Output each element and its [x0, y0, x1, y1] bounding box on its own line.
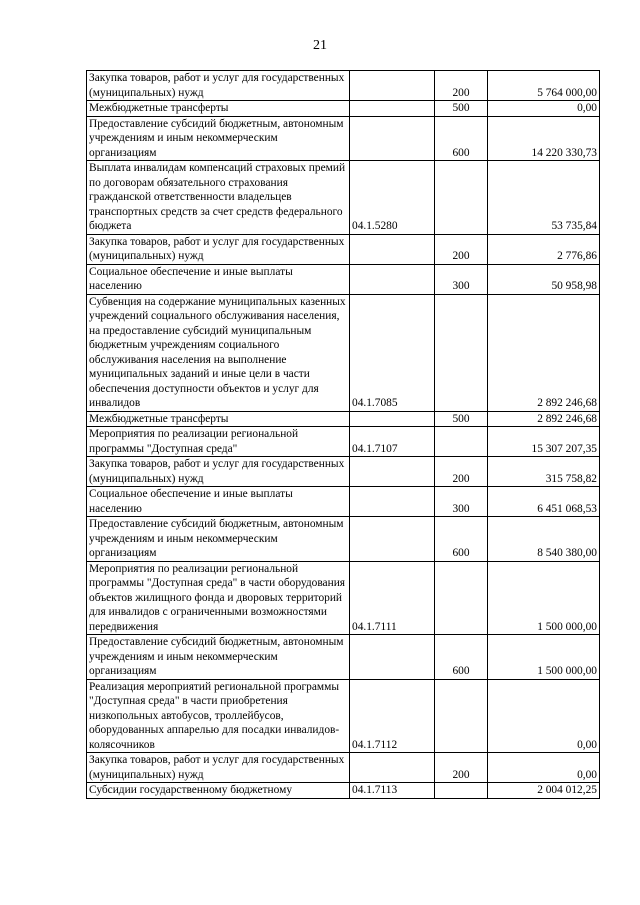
- row-sum-cell: 1 500 000,00: [488, 561, 600, 635]
- row-code-cell: [350, 234, 435, 264]
- row-sum-cell: 315 758,82: [488, 457, 600, 487]
- table-row: [87, 161, 600, 235]
- table-row: [87, 116, 600, 161]
- table-row: [87, 427, 600, 457]
- row-kvr-cell: 300: [435, 487, 488, 517]
- row-name-cell: Выплата инвалидам компенсаций страховых премий по договорам обязательного страхования гражданской ответственности владельцев транспортных средств за счет средств федерального бюджета: [87, 161, 350, 235]
- row-code-cell: [350, 116, 435, 161]
- table-row: [87, 635, 600, 680]
- row-kvr-cell: [435, 679, 488, 753]
- row-kvr-cell: [435, 783, 488, 799]
- row-kvr-cell: 600: [435, 635, 488, 680]
- table-row: [87, 294, 600, 411]
- row-name-cell: Мероприятия по реализации региональной программы "Доступная среда": [87, 427, 350, 457]
- table-row: [87, 234, 600, 264]
- row-sum-cell: 0,00: [488, 679, 600, 753]
- budget-table-body: [87, 71, 600, 799]
- row-kvr-cell: [435, 427, 488, 457]
- row-code-cell: [350, 517, 435, 562]
- row-sum-cell: 5 764 000,00: [488, 71, 600, 101]
- row-code-cell: [350, 264, 435, 294]
- row-sum-cell: 50 958,98: [488, 264, 600, 294]
- row-kvr-cell: 200: [435, 753, 488, 783]
- table-row: [87, 753, 600, 783]
- row-code-cell: [350, 457, 435, 487]
- row-sum-cell: 15 307 207,35: [488, 427, 600, 457]
- row-code-cell: [350, 753, 435, 783]
- row-kvr-cell: 200: [435, 234, 488, 264]
- row-code-cell: 04.1.5280: [350, 161, 435, 235]
- row-sum-cell: 6 451 068,53: [488, 487, 600, 517]
- table-row: [87, 411, 600, 427]
- row-code-cell: [350, 487, 435, 517]
- row-sum-cell: 8 540 380,00: [488, 517, 600, 562]
- row-kvr-cell: 300: [435, 264, 488, 294]
- row-kvr-cell: [435, 294, 488, 411]
- row-name-cell: Закупка товаров, работ и услуг для государственных (муниципальных) нужд: [87, 234, 350, 264]
- row-code-cell: 04.1.7112: [350, 679, 435, 753]
- table-row: [87, 71, 600, 101]
- row-kvr-cell: [435, 561, 488, 635]
- row-kvr-cell: [435, 161, 488, 235]
- row-name-cell: Закупка товаров, работ и услуг для государственных (муниципальных) нужд: [87, 753, 350, 783]
- row-sum-cell: 2 892 246,68: [488, 294, 600, 411]
- budget-table: [86, 70, 600, 799]
- row-code-cell: 04.1.7107: [350, 427, 435, 457]
- row-code-cell: [350, 635, 435, 680]
- row-name-cell: Социальное обеспечение и иные выплаты населению: [87, 264, 350, 294]
- row-code-cell: [350, 101, 435, 117]
- row-name-cell: Предоставление субсидий бюджетным, автономным учреждениям и иным некоммерческим организациям: [87, 635, 350, 680]
- row-sum-cell: 2 004 012,25: [488, 783, 600, 799]
- table-row: [87, 517, 600, 562]
- row-code-cell: 04.1.7113: [350, 783, 435, 799]
- table-row: [87, 264, 600, 294]
- row-name-cell: Субвенция на содержание муниципальных казенных учреждений социального обслуживания населения, на предоставление субсидий муниципальным бюджетным учреждениям социального обслуживания населения на выполнение муниципальных заданий и иные цели в части обеспечения доступности объектов и услуг для инвалидов: [87, 294, 350, 411]
- row-kvr-cell: 500: [435, 101, 488, 117]
- row-name-cell: Межбюджетные трансферты: [87, 411, 350, 427]
- row-name-cell: Социальное обеспечение и иные выплаты населению: [87, 487, 350, 517]
- row-kvr-cell: 200: [435, 457, 488, 487]
- row-sum-cell: 1 500 000,00: [488, 635, 600, 680]
- table-row: [87, 679, 600, 753]
- table-row: [87, 783, 600, 799]
- row-code-cell: 04.1.7111: [350, 561, 435, 635]
- page-number: 21: [313, 38, 327, 53]
- row-sum-cell: 53 735,84: [488, 161, 600, 235]
- row-sum-cell: 14 220 330,73: [488, 116, 600, 161]
- row-kvr-cell: 500: [435, 411, 488, 427]
- row-name-cell: Предоставление субсидий бюджетным, автономным учреждениям и иным некоммерческим организациям: [87, 116, 350, 161]
- row-name-cell: Закупка товаров, работ и услуг для государственных (муниципальных) нужд: [87, 71, 350, 101]
- row-name-cell: Мероприятия по реализации региональной программы "Доступная среда" в части оборудования объектов жилищного фонда и дворовых территорий для инвалидов с ограниченными возможностями передвижения: [87, 561, 350, 635]
- row-name-cell: Межбюджетные трансферты: [87, 101, 350, 117]
- row-kvr-cell: 600: [435, 517, 488, 562]
- row-code-cell: [350, 411, 435, 427]
- table-row: [87, 457, 600, 487]
- row-sum-cell: 2 776,86: [488, 234, 600, 264]
- table-row: [87, 101, 600, 117]
- table-row: [87, 487, 600, 517]
- row-sum-cell: 0,00: [488, 753, 600, 783]
- row-name-cell: Реализация мероприятий региональной программы "Доступная среда" в части приобретения низкопольных автобусов, троллейбусов, оборудованных аппарелью для посадки инвалидов-колясочников: [87, 679, 350, 753]
- row-kvr-cell: 600: [435, 116, 488, 161]
- row-kvr-cell: 200: [435, 71, 488, 101]
- row-name-cell: Предоставление субсидий бюджетным, автономным учреждениям и иным некоммерческим организациям: [87, 517, 350, 562]
- row-sum-cell: 2 892 246,68: [488, 411, 600, 427]
- table-row: [87, 561, 600, 635]
- row-code-cell: 04.1.7085: [350, 294, 435, 411]
- row-sum-cell: 0,00: [488, 101, 600, 117]
- row-name-cell: Закупка товаров, работ и услуг для государственных (муниципальных) нужд: [87, 457, 350, 487]
- row-name-cell: Субсидии государственному бюджетному: [87, 783, 350, 799]
- row-code-cell: [350, 71, 435, 101]
